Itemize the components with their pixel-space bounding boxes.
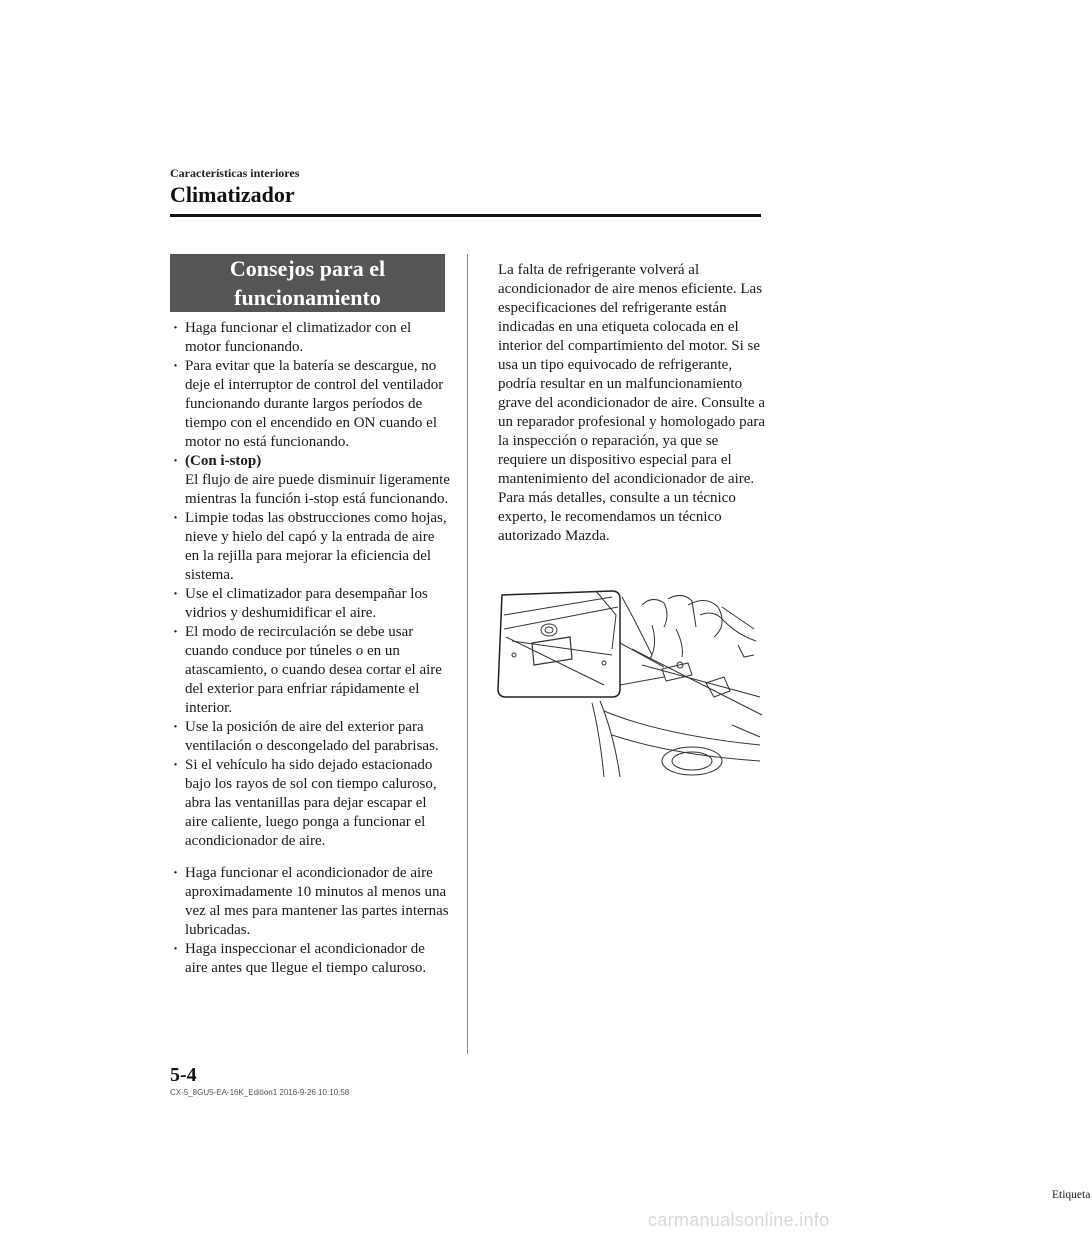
title-rule [170,214,761,217]
tip-text: El flujo de aire puede disminuir ligeramente mientras la función i-stop está funcionando. [185,472,450,507]
tip-text: El modo de recirculación se debe usar cuando conduce por túneles o en un atascamiento, o cuando desea cortar el aire del exterior para enfriar rápidamente el interior. [185,624,442,716]
tip-item [172,509,450,585]
column-divider [467,254,468,1054]
tip-item [172,756,450,851]
left-column [172,319,450,978]
tip-item [172,940,450,978]
tip-text: Limpie todas las obstrucciones como hojas, nieve y hielo del capó y la entrada de aire en la rejilla para mejorar la eficiencia del sistema. [185,510,447,583]
tips-heading-line2: funcionamiento [234,285,381,310]
refrigerant-paragraph: La falta de refrigerante volverá al acondicionador de aire menos eficiente. Las especificaciones del refrigerante están indicadas en una etiqueta colocada en el interior del compartimiento del motor. Si se usa un tipo equivocado de refrigerante, podría resultar en un malfuncionamiento grave del acondicionador de aire. Consulte a un reparador profesional y homologado para la inspección o reparación, ya que se requiere un dispositivo especial para el mantenimiento del acondicionador de aire. [498,262,765,487]
tip-item [172,864,450,940]
tips-heading-line1: Consejos para el [229,256,386,281]
refrigerant-label-figure [492,585,1091,1201]
details-paragraph: Para más detalles, consulte a un técnico experto, le recomendamos un técnico autorizado Mazda. [498,490,736,544]
tip-text: Para evitar que la batería se descargue, no deje el interruptor de control del ventilador funcionando durante largos períodos de tiempo con el encendido en ON cuando el motor no está funcionando. [185,358,444,450]
tip-item [172,452,450,509]
tip-title: · (Con i-stop) [185,453,262,469]
page-title: Climatizador [170,182,295,207]
tip-text: Si el vehículo ha sido dejado estacionado bajo los rayos de sol con tiempo caluroso, abra las ventanillas para dejar escapar el aire caliente, luego ponga a funcionar el acondicionador de aire. [185,757,437,849]
tip-text: Use el climatizador para desempañar los vidrios y deshumidificar el aire. [185,586,428,621]
inset-panel [498,591,620,697]
tips-list [172,319,450,851]
watermark: carmanualsonline.info [648,1210,830,1230]
tip-item [172,357,450,452]
footer-meta: CX-5_8GU5-EA-16K_Edition1 2016-9-26 10:10:58 [170,1088,350,1097]
label-callout: Etiqueta [1052,1189,1091,1201]
page-number: 5-4 [170,1064,197,1086]
tip-item [172,623,450,718]
section-label: Características interiores [170,166,300,180]
tips-heading [170,254,445,312]
tip-text: Haga funcionar el climatizador con el motor funcionando. [185,320,412,355]
tip-item [172,718,450,756]
maintenance-tips-list [172,864,450,978]
right-column [498,261,768,546]
tip-item [172,585,450,623]
tip-item [172,319,450,357]
tip-text: Use la posición de aire del exterior para ventilación o descongelado del parabrisas. [185,719,439,754]
engine-compartment-illustration [492,585,764,780]
tip-text: Haga funcionar el acondicionador de aire aproximadamente 10 minutos al menos una vez al mes para mantener las partes internas lubricadas. [185,865,449,938]
tip-text: Haga inspeccionar el acondicionador de aire antes que llegue el tiempo caluroso. [185,941,427,976]
